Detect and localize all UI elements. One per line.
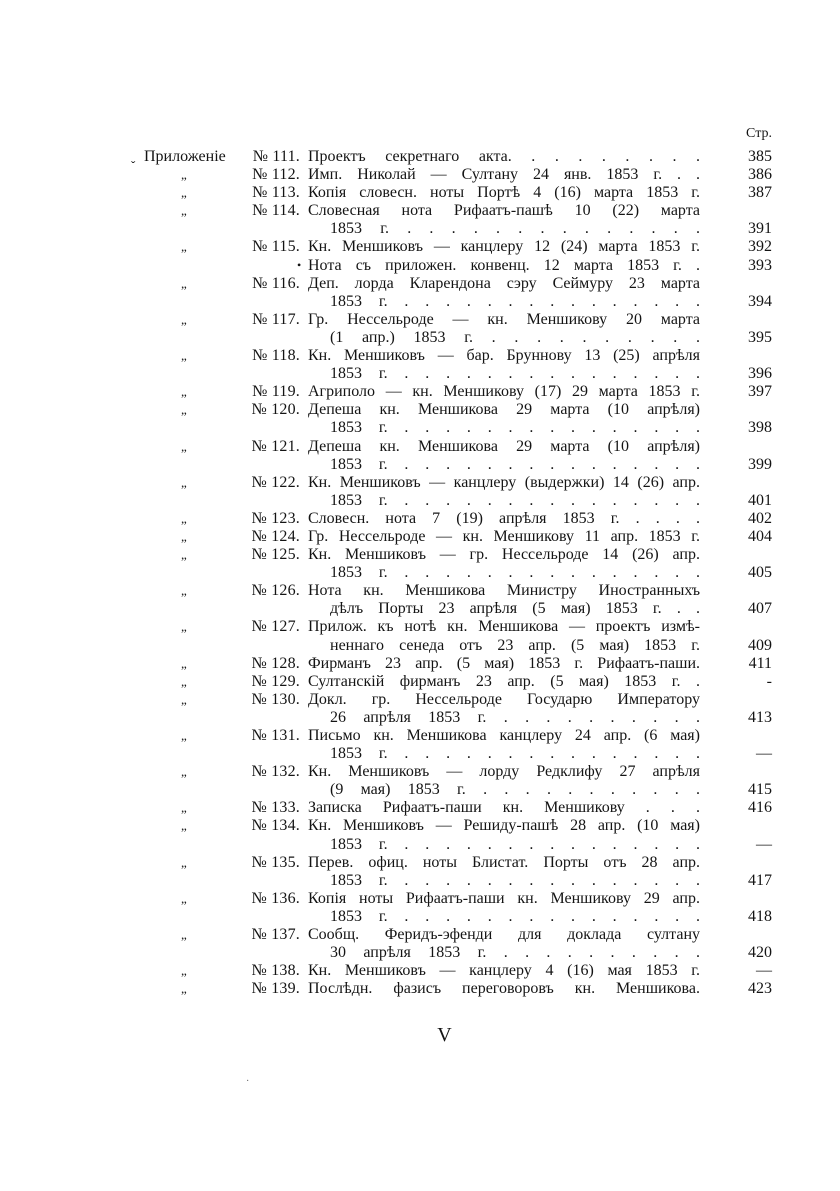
entry-title: 1853 г. . . . . . . . . . . . . . . .	[330, 745, 700, 763]
entry-title: Нота кн. Меншикова Министру Иностранныхъ	[308, 582, 700, 600]
entry-title: Письмо кн. Меншикова канцлеру 24 апр. (6 мая)	[308, 727, 700, 744]
entry-page-number: 404	[748, 527, 772, 545]
entry-title: дѣлъ Порты 23 апрѣля (5 мая) 1853 г. . .	[330, 600, 700, 618]
entry-page-number: 396	[748, 365, 772, 383]
toc-line	[0, 890, 840, 908]
toc-line	[0, 474, 840, 492]
toc-entry	[0, 854, 840, 890]
entry-title: 1853 г. . . . . . . . . . . . . . . .	[330, 835, 700, 853]
table-of-contents	[0, 148, 840, 998]
entry-number: № 129.	[251, 672, 300, 690]
entry-number: № 122.	[251, 473, 300, 491]
entry-number: № 132.	[251, 763, 300, 781]
entry-title: 1853 г. . . . . . . . . . . . . . . .	[330, 419, 700, 437]
toc-entry	[0, 510, 840, 528]
toc-entry	[0, 257, 840, 275]
entry-title: Словесн. нота 7 (19) апрѣля 1853 г. . . . .	[308, 509, 700, 527]
entry-title: Агриполо — кн. Меншикову (17) 29 марта 1853 г.	[308, 383, 700, 401]
entry-page-number: 420	[748, 944, 772, 962]
entry-page-number: 407	[748, 600, 772, 618]
ditto-mark: „	[181, 691, 187, 707]
entry-page-number: 395	[748, 328, 772, 346]
ditto-mark: „	[181, 800, 187, 816]
entry-title: Сообщ. Феридъ-эфенди для доклада султану	[308, 926, 700, 944]
entry-number: № 117.	[252, 310, 300, 328]
section-label: Приложеніе	[144, 148, 226, 165]
entry-title: 1853 г. . . . . . . . . . . . . . . .	[330, 292, 700, 310]
ditto-mark: „	[181, 438, 187, 454]
ditto-mark: „	[181, 655, 187, 671]
entry-title: Имп. Николай — Султану 24 янв. 1853 г. . .	[308, 166, 700, 184]
toc-line	[0, 275, 840, 293]
bullet-mark: •	[297, 257, 302, 272]
ditto-mark: „	[181, 528, 187, 544]
entry-page-number: —	[756, 835, 772, 853]
toc-line	[0, 347, 840, 365]
entry-title: Записка Рифаатъ-паши кн. Меншикову . . .	[308, 799, 700, 817]
entry-page-number: 392	[748, 238, 772, 256]
toc-entry	[0, 238, 840, 256]
entry-title: Султанскій фирманъ 23 апр. (5 мая) 1853 г. .	[308, 672, 700, 690]
entry-number: № 121.	[251, 437, 300, 455]
toc-line	[0, 727, 840, 745]
ditto-mark: „	[181, 728, 187, 743]
entry-page-number: 417	[748, 871, 772, 889]
entry-number: № 138.	[251, 962, 300, 980]
ditto-mark: „	[181, 167, 187, 183]
toc-entry	[0, 401, 840, 437]
ditto-mark: „	[181, 764, 187, 780]
entry-title: 1853 г. . . . . . . . . . . . . . . .	[330, 907, 700, 925]
toc-line	[0, 257, 840, 275]
entry-page-number: 402	[748, 509, 772, 527]
ditto-mark: „	[181, 673, 187, 689]
entry-title: (1 апр.) 1853 г. . . . . . . . . . .	[330, 328, 700, 346]
page-column-heading: Стр.	[746, 126, 772, 141]
toc-line	[0, 438, 840, 456]
entry-number: № 136.	[251, 889, 300, 907]
toc-entry	[0, 184, 840, 202]
entry-page-number: 401	[748, 491, 772, 509]
ditto-mark: „	[181, 547, 187, 563]
ditto-mark: „	[181, 818, 187, 834]
entry-title: Кн. Меншиковъ — гр. Нессельроде 14 (26) апр.	[308, 546, 700, 564]
entry-title: 26 апрѣля 1853 г. . . . . . . . . . .	[330, 708, 700, 726]
toc-line	[0, 980, 840, 998]
toc-line	[0, 311, 840, 329]
entry-page-number: 387	[748, 184, 772, 202]
toc-entry	[0, 980, 840, 998]
entry-title: Фирманъ 23 апр. (5 мая) 1853 г. Рифаатъ-паши.	[308, 654, 700, 672]
toc-entry	[0, 799, 840, 817]
entry-page-number: 397	[748, 383, 772, 401]
toc-line	[0, 365, 840, 383]
toc-entry	[0, 474, 840, 510]
print-speck: ·	[246, 1076, 250, 1087]
entry-page-number: 418	[748, 907, 772, 925]
toc-line	[0, 510, 840, 528]
entry-page-number: 399	[748, 455, 772, 473]
toc-line	[0, 745, 840, 763]
entry-title: Кн. Меншиковъ — канцлеру (выдержки) 14 (26) апр.	[308, 473, 700, 491]
ditto-mark: „	[181, 185, 187, 201]
entry-number: № 112.	[252, 166, 300, 184]
entry-number: № 130.	[251, 690, 300, 708]
entry-title: Депеша кн. Меншикова 29 марта (10 апрѣля)	[308, 401, 700, 419]
toc-entry	[0, 962, 840, 980]
entry-title: 1853 г. . . . . . . . . . . . . . . .	[330, 365, 700, 383]
entry-page-number: 416	[748, 799, 772, 817]
entry-title: Кн. Меншиковъ — канцлеру 4 (16) мая 1853 г.	[308, 962, 700, 980]
ditto-mark: „	[181, 619, 187, 635]
ditto-mark: „	[181, 311, 187, 327]
toc-line	[0, 799, 840, 817]
toc-entry	[0, 890, 840, 926]
toc-entry	[0, 763, 840, 799]
entry-number: № 114.	[252, 202, 300, 220]
entry-title: неннаго сенеда отъ 23 апр. (5 мая) 1853 г.	[330, 636, 700, 654]
toc-line	[0, 962, 840, 980]
entry-number: № 131.	[251, 727, 300, 744]
ditto-mark: „	[181, 474, 187, 490]
ditto-mark: „	[181, 963, 187, 979]
entry-title: Словесная нота Рифаатъ-пашѣ 10 (22) марта	[308, 202, 700, 220]
toc-entry	[0, 691, 840, 727]
entry-number: № 128.	[251, 654, 300, 672]
entry-title: 1853 г. . . . . . . . . . . . . . . .	[330, 564, 700, 582]
entry-number: № 133.	[251, 799, 300, 817]
margin-mark: ˬ	[131, 148, 136, 163]
entry-title: Гр. Нессельроде — кн. Меншикову 11 апр. 1853 г.	[308, 527, 700, 545]
toc-entry	[0, 817, 840, 853]
entry-title: 30 апрѣля 1853 г. . . . . . . . . . .	[330, 944, 700, 962]
toc-line	[0, 238, 840, 256]
ditto-mark: „	[181, 239, 187, 255]
entry-page-number: 398	[748, 419, 772, 437]
toc-line	[0, 637, 840, 655]
toc-entry	[0, 528, 840, 546]
entry-number: № 115.	[252, 238, 300, 256]
entry-title: Деп. лорда Кларендона сэру Сеймуру 23 марта	[308, 274, 700, 292]
toc-line	[0, 564, 840, 582]
entry-page-number: 393	[748, 256, 772, 274]
entry-page-number: 391	[748, 220, 772, 238]
toc-entry	[0, 618, 840, 654]
toc-line	[0, 854, 840, 872]
ditto-mark: „	[181, 348, 187, 364]
toc-entry	[0, 438, 840, 474]
ditto-mark: „	[181, 981, 187, 997]
toc-entry	[0, 926, 840, 962]
entry-title: Кн. Меншиковъ — лорду Редклифу 27 апрѣля	[308, 763, 700, 781]
toc-entry	[0, 311, 840, 347]
toc-line	[0, 872, 840, 890]
toc-line	[0, 293, 840, 311]
toc-line	[0, 528, 840, 546]
toc-line	[0, 944, 840, 962]
toc-line	[0, 383, 840, 401]
entry-number: № 118.	[252, 347, 300, 365]
entry-title: Депеша кн. Меншикова 29 марта (10 апрѣля)	[308, 437, 700, 455]
toc-entry	[0, 727, 840, 763]
entry-page-number: —	[756, 962, 772, 980]
ditto-mark: „	[181, 510, 187, 526]
ditto-mark: „	[181, 402, 187, 418]
toc-entry	[0, 202, 840, 238]
toc-line	[0, 582, 840, 600]
ditto-mark: „	[181, 275, 187, 291]
entry-number: № 135.	[251, 853, 300, 871]
entry-page-number: 413	[748, 708, 772, 726]
entry-page-number: 385	[748, 148, 772, 165]
entry-number: № 111.	[252, 148, 300, 165]
entry-page-number: —	[756, 745, 772, 763]
entry-number: № 113.	[252, 184, 300, 202]
toc-line	[0, 220, 840, 238]
entry-title: 1853 г. . . . . . . . . . . . . . . .	[330, 491, 700, 509]
entry-title: Послѣдн. фазисъ переговоровъ кн. Меншикова.	[308, 980, 700, 998]
entry-page-number: 409	[748, 636, 772, 654]
toc-line	[0, 148, 840, 166]
entry-page-number: 386	[748, 166, 772, 184]
toc-line	[0, 836, 840, 854]
toc-entry	[0, 546, 840, 582]
entry-number: № 120.	[251, 401, 300, 419]
toc-line	[0, 781, 840, 799]
toc-line	[0, 908, 840, 926]
entry-title: Гр. Нессельроде — кн. Меншикову 20 марта	[308, 310, 700, 328]
entry-number: № 119.	[252, 383, 300, 401]
toc-line	[0, 546, 840, 564]
entry-title: 1853 г. . . . . . . . . . . . . . .	[330, 220, 700, 238]
ditto-mark: „	[181, 384, 187, 400]
toc-line	[0, 166, 840, 184]
toc-entry	[0, 148, 840, 166]
toc-entry	[0, 655, 840, 673]
toc-line	[0, 184, 840, 202]
toc-line	[0, 618, 840, 636]
page-number-roman: V	[437, 1024, 453, 1046]
toc-entry	[0, 166, 840, 184]
toc-entry	[0, 383, 840, 401]
entry-title: Перев. офиц. ноты Блистат. Порты отъ 28 апр.	[308, 853, 700, 871]
entry-number: № 124.	[251, 527, 300, 545]
ditto-mark: „	[181, 927, 187, 943]
toc-line	[0, 456, 840, 474]
entry-title: 1853 г. . . . . . . . . . . . . . . .	[330, 871, 700, 889]
toc-line	[0, 600, 840, 618]
entry-number: № 139.	[251, 980, 300, 998]
entry-page-number: 423	[748, 980, 772, 998]
entry-page-number: 405	[748, 564, 772, 582]
entry-title: Нота съ приложен. конвенц. 12 марта 1853 г. .	[308, 256, 700, 274]
toc-line	[0, 709, 840, 727]
entry-title: Кн. Меншиковъ — бар. Бруннову 13 (25) апрѣля	[308, 347, 700, 365]
entry-title: (9 мая) 1853 г. . . . . . . . . . . .	[330, 781, 700, 799]
toc-entry	[0, 582, 840, 618]
entry-number: № 116.	[252, 274, 300, 292]
toc-line	[0, 202, 840, 220]
toc-line	[0, 763, 840, 781]
entry-page-number: 394	[748, 292, 772, 310]
toc-entry	[0, 347, 840, 383]
entry-number: № 125.	[251, 546, 300, 564]
toc-line	[0, 329, 840, 347]
toc-line	[0, 673, 840, 691]
entry-page-number: 411	[748, 654, 772, 672]
entry-number: № 134.	[251, 817, 300, 835]
entry-number: № 123.	[251, 509, 300, 527]
entry-title: 1853 г. . . . . . . . . . . . . . . .	[330, 455, 700, 473]
entry-number: № 137.	[251, 926, 300, 944]
entry-title: Докл. гр. Нессельроде Государю Императору	[308, 690, 700, 708]
toc-line	[0, 817, 840, 835]
entry-title: Проектъ секретнаго акта. . . . . . . . .	[308, 148, 700, 165]
toc-line	[0, 691, 840, 709]
entry-title: Кн. Меншиковъ — Решиду-пашѣ 28 апр. (10 мая)	[308, 817, 700, 835]
ditto-mark: „	[181, 890, 187, 906]
entry-number: № 126.	[251, 582, 300, 600]
entry-title: Кн. Меншиковъ — канцлеру 12 (24) марта 1853 г.	[308, 238, 700, 256]
entry-page-number: -	[766, 672, 772, 690]
toc-line	[0, 492, 840, 510]
toc-line	[0, 926, 840, 944]
toc-entry	[0, 673, 840, 691]
entry-title: Копія словесн. ноты Портѣ 4 (16) марта 1853 г.	[308, 184, 700, 202]
toc-line	[0, 419, 840, 437]
ditto-mark: „	[181, 854, 187, 870]
entry-title: Копія ноты Рифаатъ-паши кн. Меншикову 29 апр.	[308, 889, 700, 907]
entry-number: № 127.	[251, 618, 300, 636]
entry-title: Прилож. къ нотѣ кн. Меншикова — проектъ измѣ-	[308, 618, 700, 636]
toc-line	[0, 401, 840, 419]
ditto-mark: „	[181, 583, 187, 599]
toc-line	[0, 655, 840, 673]
toc-entry	[0, 275, 840, 311]
entry-page-number: 415	[748, 781, 772, 799]
ditto-mark: „	[181, 203, 187, 219]
